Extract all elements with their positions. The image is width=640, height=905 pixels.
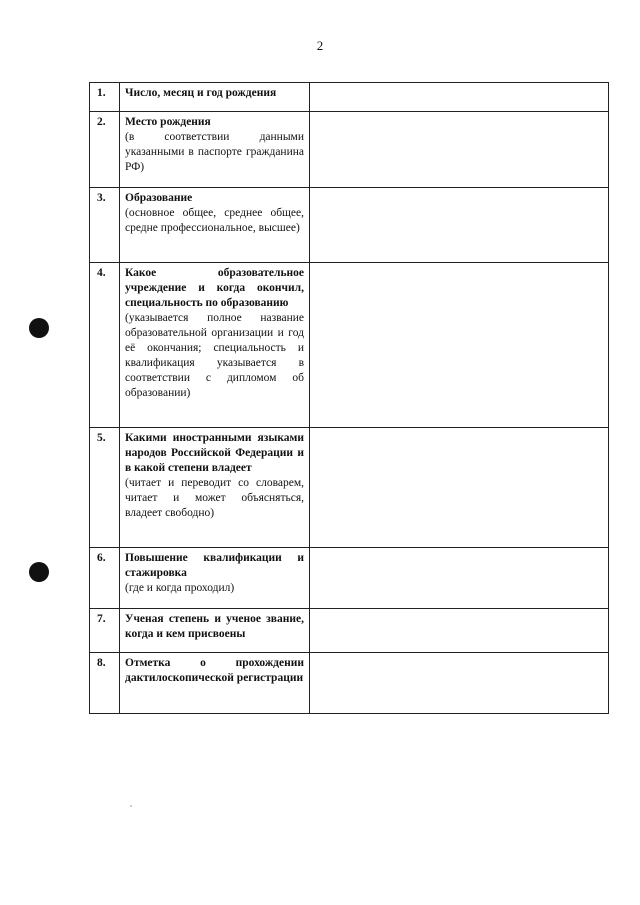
- row-number: 7.: [90, 609, 120, 653]
- row-number: 8.: [90, 653, 120, 714]
- table-row: [90, 112, 609, 188]
- row-title: Отметка о прохождении дактилоскопической регистрации: [125, 657, 304, 684]
- row-value-cell[interactable]: [310, 609, 609, 653]
- row-label: [120, 263, 310, 428]
- row-number: 4.: [90, 263, 120, 428]
- row-value-cell[interactable]: [310, 548, 609, 609]
- row-title: Ученая степень и ученое звание, когда и кем присвоены: [125, 613, 304, 640]
- row-number: 1.: [90, 83, 120, 112]
- scan-speck: [130, 805, 132, 807]
- row-title: Образование: [125, 192, 193, 204]
- row-title: Какими иностранными языками народов Российской Федерации и в какой степени владеет: [125, 432, 304, 474]
- row-title: Число, месяц и год рождения: [125, 87, 277, 99]
- row-number: 2.: [90, 112, 120, 188]
- row-number: 5.: [90, 428, 120, 548]
- row-title: Место рождения: [125, 116, 211, 128]
- row-label: [120, 548, 310, 609]
- row-number: 3.: [90, 188, 120, 263]
- row-value-cell[interactable]: [310, 263, 609, 428]
- table-row: [90, 609, 609, 653]
- row-value-cell[interactable]: [310, 83, 609, 112]
- punch-hole: [29, 562, 49, 582]
- row-value-cell[interactable]: [310, 428, 609, 548]
- row-note: (основное общее, среднее общее, средне профессиональное, высшее): [125, 207, 304, 234]
- table-row: [90, 653, 609, 714]
- row-label: [120, 188, 310, 263]
- row-note: (в соответствии данными указанными в паспорте гражданина РФ): [125, 131, 304, 173]
- row-value-cell[interactable]: [310, 188, 609, 263]
- row-label: [120, 609, 310, 653]
- row-number: 6.: [90, 548, 120, 609]
- row-note: (где и когда проходил): [125, 582, 235, 594]
- row-value-cell[interactable]: [310, 112, 609, 188]
- table-row: [90, 83, 609, 112]
- row-title: Какое образовательное учреждение и когда окончил, специальность по образованию: [125, 267, 304, 309]
- table-row: [90, 548, 609, 609]
- row-title: Повышение квалификации и стажировка: [125, 552, 304, 579]
- punch-hole: [29, 318, 49, 338]
- table-row: [90, 428, 609, 548]
- row-note: (читает и переводит со словарем, читает и может объясняться, владеет свободно): [125, 477, 304, 519]
- table-row: [90, 188, 609, 263]
- page-number: 2: [316, 38, 324, 53]
- row-label: [120, 653, 310, 714]
- row-label: [120, 112, 310, 188]
- row-note: (указывается полное название образовательной организации и год её окончания; специальность и квалификация указывается в соответствии с дипломом об образовании): [125, 312, 304, 399]
- row-value-cell[interactable]: [310, 653, 609, 714]
- row-label: [120, 83, 310, 112]
- table-row: [90, 263, 609, 428]
- row-label: [120, 428, 310, 548]
- questionnaire-table: [89, 82, 609, 714]
